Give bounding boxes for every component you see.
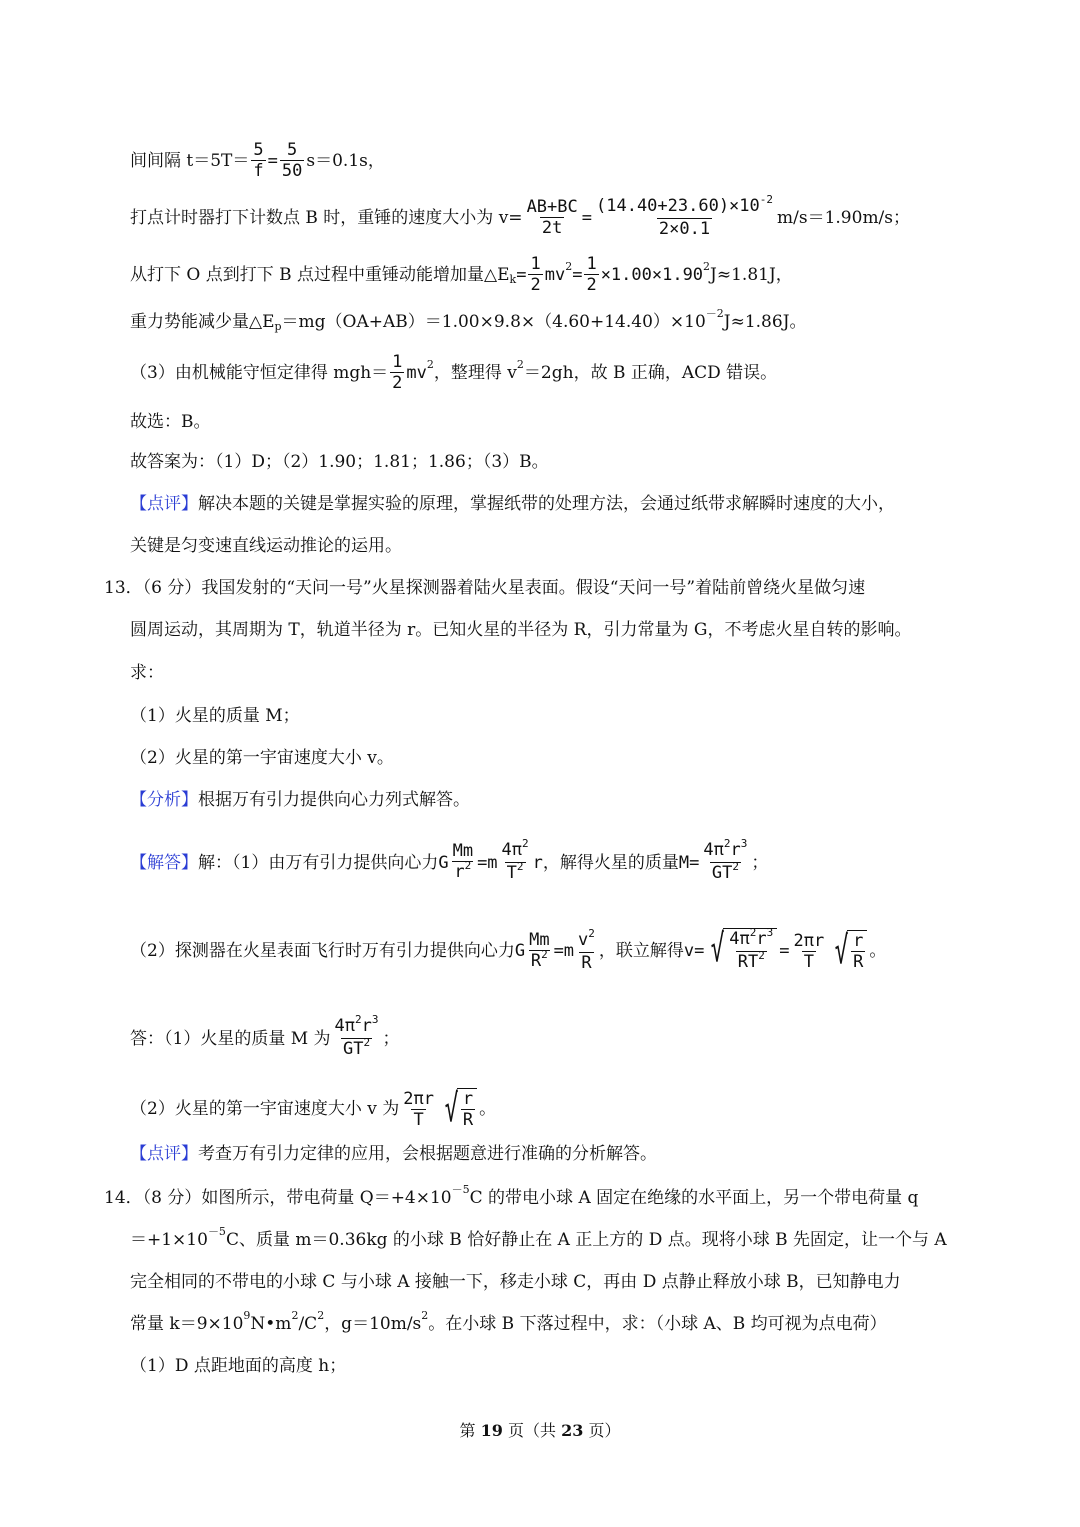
fraction: $\frac{2\pi r}{T}$: [403, 1088, 434, 1130]
question-13-line-3: 求：: [130, 663, 164, 683]
fraction: $\frac{Mm}{R^2}$: [529, 929, 550, 971]
fraction: $\frac{5}{f}$: [253, 140, 264, 181]
solution-tag: 【解答】: [130, 852, 198, 873]
fraction: $\frac{1}{2}$: [530, 254, 541, 295]
fraction: $\frac{5}{50}$: [281, 140, 303, 181]
fraction: $\frac{Mm}{r^2}$: [452, 841, 474, 882]
question-13-line-1: 13．（6 分）我国发射的“天问一号”火星探测器着陆火星表面。假设“天问一号”着陆前曾绕火星做匀速: [104, 578, 866, 598]
fraction: $\frac{r}{R}$: [853, 931, 864, 972]
solution-line-1: 【解答】 解：（1）由万有引力提供向心力 G $\frac{Mm}{r^2}$ =m $\frac{4\pi^2}{T^2}$ r ，解得火星的质量 M= $\frac{4\pi^2r^3}{GT^2}$ ；: [130, 837, 769, 883]
fraction: $\frac{4\pi^2r^3}{GT^2}$: [334, 1013, 379, 1059]
square-root: √ $\frac{r}{R}$: [440, 1088, 477, 1130]
square-root: √ $\frac{r}{R}$: [830, 930, 867, 972]
text-line-6: 故选：B。: [130, 412, 211, 432]
review-tag: 【点评】: [130, 1144, 198, 1164]
page-total: 23: [561, 1421, 584, 1440]
fraction: $\frac{AB+BC}{2t}$: [526, 197, 578, 238]
analysis-line: 【分析】 根据万有引力提供向心力列式解答。: [130, 790, 470, 810]
square-root: √ $\frac{4\pi^2r^3}{RT^2}$: [706, 928, 777, 974]
text-line-5: （3）由机械能守恒定律得 mgh＝ $\frac{1}{2}$ mv 2 ，整理得 v 2 ＝2gh，故 B 正确，ACD 错误。: [130, 352, 778, 393]
text-line-9: 关键是匀变速直线运动推论的运用。: [130, 536, 402, 556]
answer-line-2: （2）火星的第一宇宙速度大小 v 为 $\frac{2\pi r}{T}$ √ $\frac{r}{R}$ 。: [130, 1086, 497, 1130]
question-14-line-1: 14．（8 分）如图所示，带电荷量 Q＝+4×10 －5 C 的带电小球 A 固定在绝缘的水平面上，另一个带电荷量 q: [104, 1183, 919, 1208]
question-14-line-4: 常量 k＝9×10 9 N•m 2 /C 2 ，g＝10m/s 2 。在小球 B 下落过程中，求：（小球 A、B 均可视为点电荷）: [130, 1309, 887, 1334]
fraction: $\frac{(14.40+23.60)\times 10^{-2}}{2\times 0.1}$: [596, 193, 774, 239]
fraction: $\frac{1}{2}$: [392, 352, 403, 393]
review-line-2: 【点评】 考查万有引力定律的应用，会根据题意进行准确的分析解答。: [130, 1144, 657, 1164]
page-footer: 第 19 页（共 23 页）: [459, 1421, 621, 1440]
analysis-tag: 【分析】: [130, 790, 198, 810]
review-tag: 【点评】: [130, 494, 198, 514]
text-line-1: 间间隔 t＝5T＝ $\frac{5}{f}$ = $\frac{5}{50}$ s＝0.1s，: [130, 140, 385, 181]
fraction: $\frac{1}{2}$: [586, 254, 597, 295]
fraction: $\frac{4\pi^2r^3}{GT^2}$: [703, 837, 748, 883]
fraction: $\frac{4\pi^2r^3}{RT^2}$: [729, 926, 774, 972]
text: s＝0.1s，: [306, 150, 385, 171]
text-line-4: 重力势能减少量△E p ＝mg（OA+AB）＝1.00×9.8×（4.60+14.40）×10 －2 J≈1.86J。: [130, 307, 807, 333]
question-13-part-2: （2）火星的第一宇宙速度大小 v。: [130, 748, 394, 768]
solution-line-2: （2）探测器在火星表面飞行时万有引力提供向心力 G $\frac{Mm}{R^2}$ =m $\frac{v^2}{R}$ ，联立解得 v= √ $\frac{4\pi^2r^3}{RT^2}$ = $\frac{2\pi r}{T}$ √ $\frac{r}{R}$ 。: [130, 926, 887, 973]
text-line-3: 从打下 O 点到打下 B 点过程中重锤动能增加量△E k = $\frac{1}{2}$ mv 2 = $\frac{1}{2}$ ×1.00×1.90 2 J≈1.81J，: [130, 254, 793, 295]
fraction: $\frac{v^2}{R}$: [578, 926, 595, 973]
fraction: $\frac{r}{R}$: [462, 1089, 474, 1130]
answer-line-1: 答：（1）火星的质量 M 为 $\frac{4\pi^2r^3}{GT^2}$ ；: [130, 1013, 400, 1059]
text-line-8: 【点评】 解决本题的关键是掌握实验的原理，掌握纸带的处理方法，会通过纸带求解瞬时速度的大小，: [130, 494, 895, 514]
text: 间间隔 t＝5T＝: [130, 150, 250, 171]
text-line-7: 故答案为：（1）D；（2）1.90；1.81；1.86；（3）B。: [130, 452, 549, 472]
question-14-line-3: 完全相同的不带电的小球 C 与小球 A 接触一下，移走小球 C，再由 D 点静止释放小球 B，已知静电力: [130, 1272, 901, 1292]
question-13-part-1: （1）火星的质量 M；: [130, 706, 300, 726]
page-number: 19: [480, 1421, 503, 1440]
fraction: $\frac{4\pi^2}{T^2}$: [501, 837, 529, 883]
question-14-line-2: ＝+1×10 －5 C、质量 m＝0.36kg 的小球 B 恰好静止在 A 正上方的 D 点。现将小球 B 先固定，让一个与 A: [130, 1225, 947, 1250]
fraction: $\frac{2\pi r}{T}$: [793, 930, 825, 972]
question-14-part-1: （1）D 点距地面的高度 h；: [130, 1356, 347, 1376]
question-13-line-2: 圆周运动，其周期为 T，轨道半径为 r。已知火星的半径为 R，引力常量为 G，不考虑火星自转的影响。: [130, 620, 912, 640]
text-line-2: 打点计时器打下计数点 B 时，重锤的速度大小为 v= $\frac{AB+BC}{2t}$ = $\frac{(14.40+23.60)\times 10^{-2}}{2\times 0.1}$ m/s＝1.90m/s；: [130, 193, 911, 239]
